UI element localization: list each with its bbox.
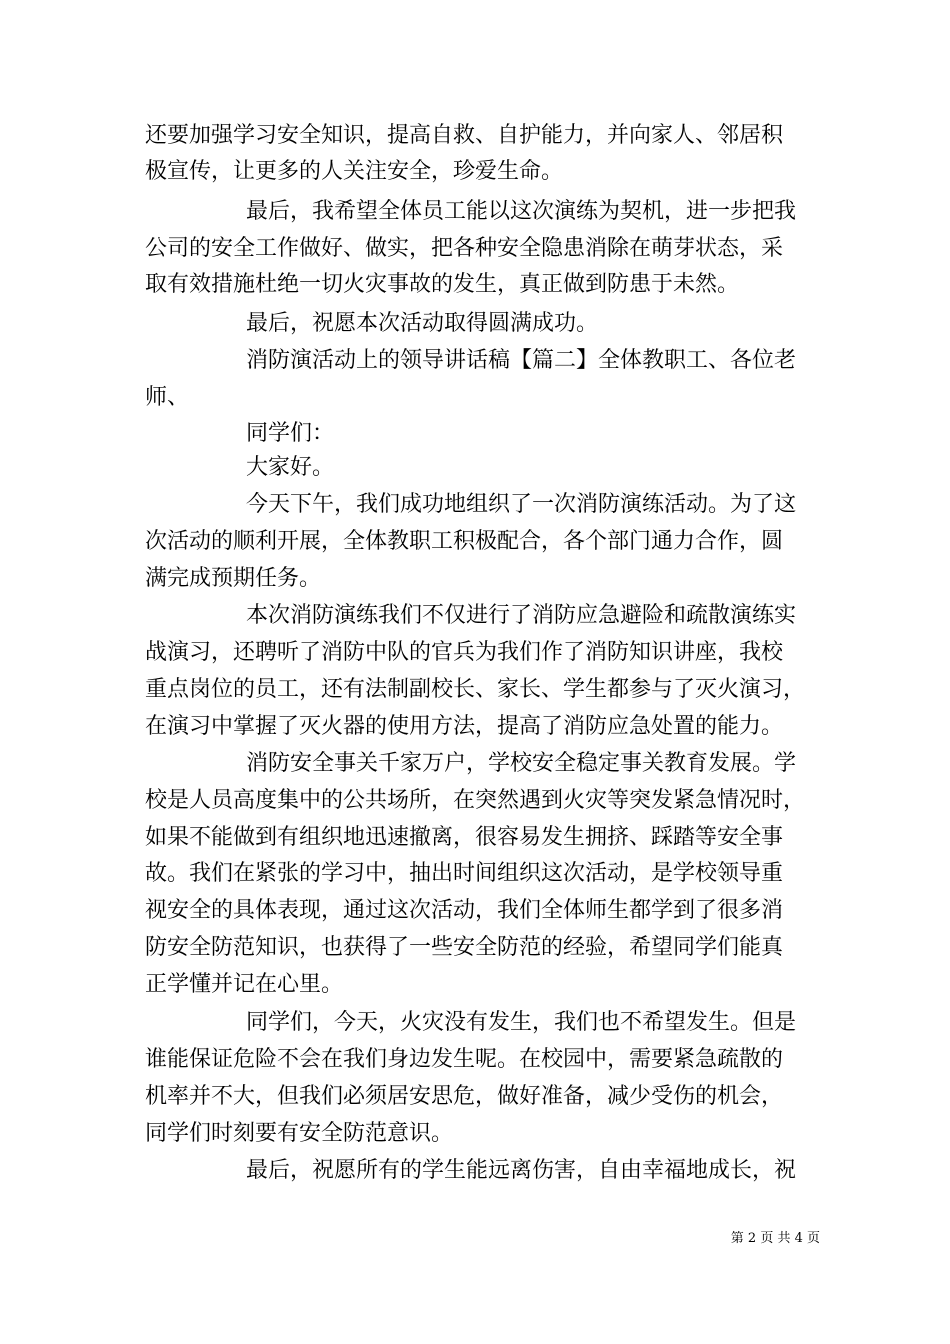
text-line: 如果不能做到有组织地迅速撤离，很容易发生拥挤、踩踏等安全事 xyxy=(145,825,784,850)
page-number: 第 2 页 共 4 页 xyxy=(730,1231,820,1246)
text-line: 还要加强学习安全知识，提高自救、自护能力，并向家人、邻居积 xyxy=(145,123,784,148)
text-line: 极宣传，让更多的人关注安全，珍爱生命。 xyxy=(145,159,564,184)
text-line: 最后，祝愿本次活动取得圆满成功。 xyxy=(246,311,599,336)
text-line: 大家好。 xyxy=(246,455,335,480)
text-line: 故。我们在紧张的学习中，抽出时间组织这次活动，是学校领导重 xyxy=(145,861,784,886)
text-line: 同学们，今天，火灾没有发生，我们也不希望发生。但是 xyxy=(246,1010,797,1035)
text-line: 消防安全事关千家万户，学校安全稳定事关教育发展。学 xyxy=(246,751,797,776)
text-line: 正学懂并记在心里。 xyxy=(145,972,344,997)
text-line: 重点岗位的员工，还有法制副校长、家长、学生都参与了灭火演习， xyxy=(145,677,806,702)
text-line: 满完成预期任务。 xyxy=(145,566,322,591)
text-line: 视安全的具体表现，通过这次活动，我们全体师生都学到了很多消 xyxy=(145,898,784,923)
text-line: 同学们： xyxy=(246,421,335,446)
text-line: 最后，祝愿所有的学生能远离伤害，自由幸福地成长，祝 xyxy=(246,1158,797,1183)
text-line: 机率并不大，但我们必须居安思危，做好准备，减少受伤的机会， xyxy=(145,1084,784,1109)
text-line: 战演习，还聘听了消防中队的官兵为我们作了消防知识讲座，我校 xyxy=(145,640,784,665)
text-line: 谁能保证危险不会在我们身边发生呢。在校园中，需要紧急疏散的 xyxy=(145,1047,784,1072)
text-line: 本次消防演练我们不仅进行了消防应急避险和疏散演练实 xyxy=(246,603,797,628)
text-line: 同学们时刻要有安全防范意识。 xyxy=(145,1121,454,1146)
text-line: 师、 xyxy=(145,385,190,410)
text-line: 次活动的顺利开展，全体教职工积极配合，各个部门通力合作，圆 xyxy=(145,529,784,554)
text-line: 在演习中掌握了灭火器的使用方法，提高了消防应急处置的能力。 xyxy=(145,714,784,739)
text-line: 公司的安全工作做好、做实，把各种安全隐患消除在萌芽状态，采 xyxy=(145,236,784,261)
text-line: 今天下午，我们成功地组织了一次消防演练活动。为了这 xyxy=(246,492,797,517)
text-line: 取有效措施杜绝一切火灾事故的发生，真正做到防患于未然。 xyxy=(145,272,740,297)
text-line: 防安全防范知识，也获得了一些安全防范的经验，希望同学们能真 xyxy=(145,935,784,960)
text-line: 最后，我希望全体员工能以这次演练为契机，进一步把我 xyxy=(246,199,797,224)
text-line: 消防演活动上的领导讲话稿【篇二】全体教职工、各位老 xyxy=(246,348,797,373)
text-line: 校是人员高度集中的公共场所，在突然遇到火灾等突发紧急情况时， xyxy=(145,788,806,813)
